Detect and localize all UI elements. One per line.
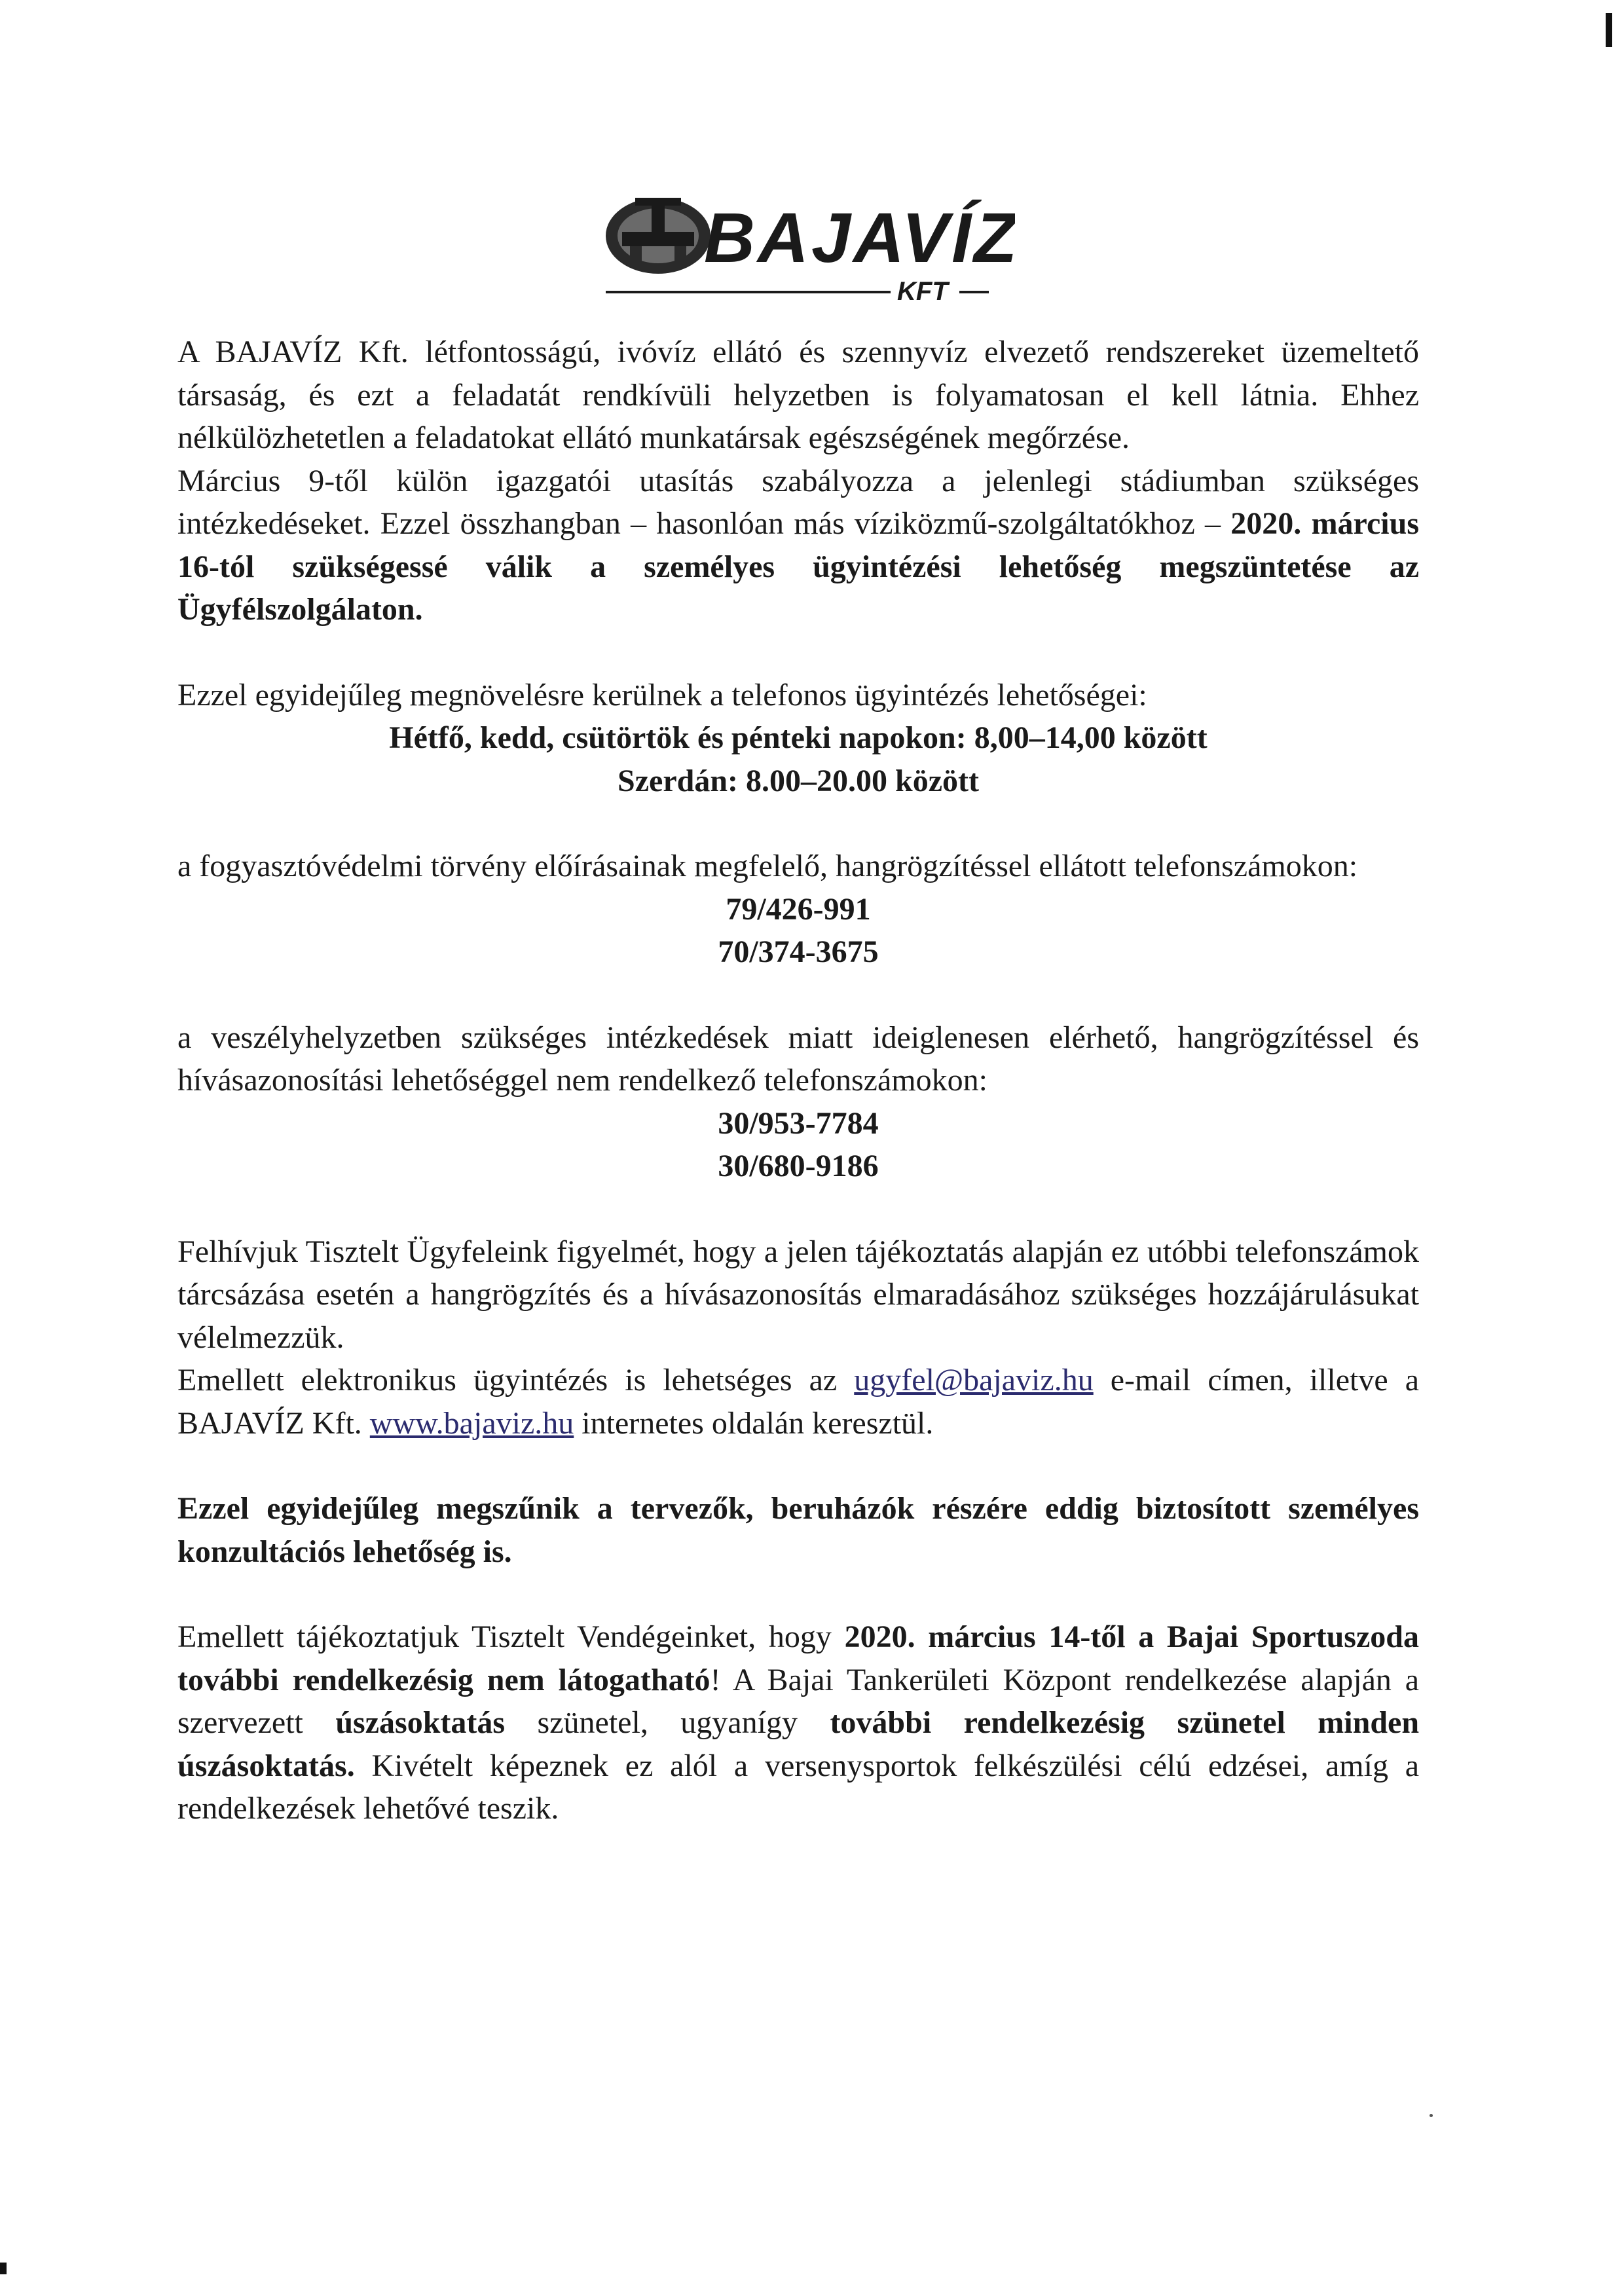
electronic-text: internetes oldalán keresztül. [574,1405,934,1441]
pool-text: szünetel, ugyanígy [505,1705,830,1740]
electronic-text: e-mail címen, illetve a BAJAVÍZ Kft. [177,1363,1420,1441]
recorded-numbers-intro: a fogyasztóvédelmi törvény előírásainak megfelelő, hangrögzítéssel ellátott telefonszámokon: [177,849,1358,883]
scan-mark [0,2263,7,2274]
electronic-text: Emellett elektronikus ügyintézés is lehetséges az [177,1363,855,1397]
logo-kft: KFT [897,277,948,306]
scan-speck [1430,2114,1433,2117]
directive-text: Március 9-től külön igazgatói utasítás szabályozza a jelenlegi stádiumban szükséges intézkedéseket. Ezzel összhangban – hasonlóan más víziközmű-szolgáltatókhoz – [177,463,1419,541]
phone-number: 30/680-9186 [718,1149,879,1183]
pool-bold-text: további rendelkezésig szünetel minden úszásoktatás. [177,1705,1420,1783]
hours-line: Hétfő, kedd, csütörtök és pénteki napokon: 8,00–14,00 között [389,720,1208,755]
website-link[interactable]: www.bajaviz.hu [369,1405,574,1441]
consultation-paragraph: Ezzel egyidejűleg megszűnik a tervezők, beruházók részére eddig biztosított személyes konzultációs lehetőség is. [177,1491,1419,1569]
electronic-paragraph [177,1359,1419,1445]
phone-number: 70/374-3675 [718,934,879,969]
pool-text: ! A Bajai Tankerületi Központ rendelkezése alapján a szervezett [177,1662,1420,1740]
document-body [177,331,1419,1830]
hours-line: Szerdán: 8.00–20.00 között [618,763,979,798]
logo-wordmark: BAJAVÍZ [704,198,1015,277]
temporary-numbers-intro: a veszélyhelyzetben szükséges intézkedések miatt ideiglenesen elérhető, hangrögzítéssel és hívásazonosítási lehetőséggel nem rendelkező telefonszámokon: [177,1020,1419,1098]
scan-mark [1606,13,1612,47]
pool-paragraph [177,1616,1419,1830]
phone-intro: Ezzel egyidejűleg megnövelésre kerülnek a telefonos ügyintézés lehetőségei: [177,677,1147,712]
phone-number: 30/953-7784 [718,1105,879,1141]
directive-bold-text: 2020. március 16-tól szükségessé válik a személyes ügyintézési lehetőség megszüntetése az Ügyfélszolgálaton. [177,506,1420,627]
pool-text: Kivételt képeznek ez alól a versenysportok felkészülési célú edzései, amíg a rendelkezések lehetővé teszik. [177,1748,1419,1826]
intro-paragraph: A BAJAVÍZ Kft. létfontosságú, ivóvíz ellátó és szennyvíz elvezető rendszereket üzemeltető társaság, és ezt a feladatát rendkívüli helyzetben is folyamatosan el kell látnia. Ehhez nélkülözhetetlen a feladatokat ellátó munkatársak egészségének megőrzése. [177,335,1419,455]
pool-bold-text: 2020. március 14-től a Bajai Sportuszoda további rendelkezésig nem látogatható [177,1619,1419,1697]
consent-paragraph: Felhívjuk Tisztelt Ügyfeleink figyelmét, hogy a jelen tájékoztatás alapján ez utóbbi telefonszámok tárcsázása esetén a hangrögzítés és a hívásazonosítás elmaradásához szükséges hozzájárulásukat vélelmezzük. [177,1234,1419,1355]
pool-text: Emellett tájékoztatjuk Tisztelt Vendégeinket, hogy [177,1619,845,1654]
bajaviz-logo [596,164,1015,308]
directive-paragraph [177,460,1419,631]
phone-number: 79/426-991 [726,891,871,927]
pool-bold-text: úszásoktatás [335,1705,506,1740]
email-link[interactable]: ugyfel@bajaviz.hu [854,1363,1094,1397]
